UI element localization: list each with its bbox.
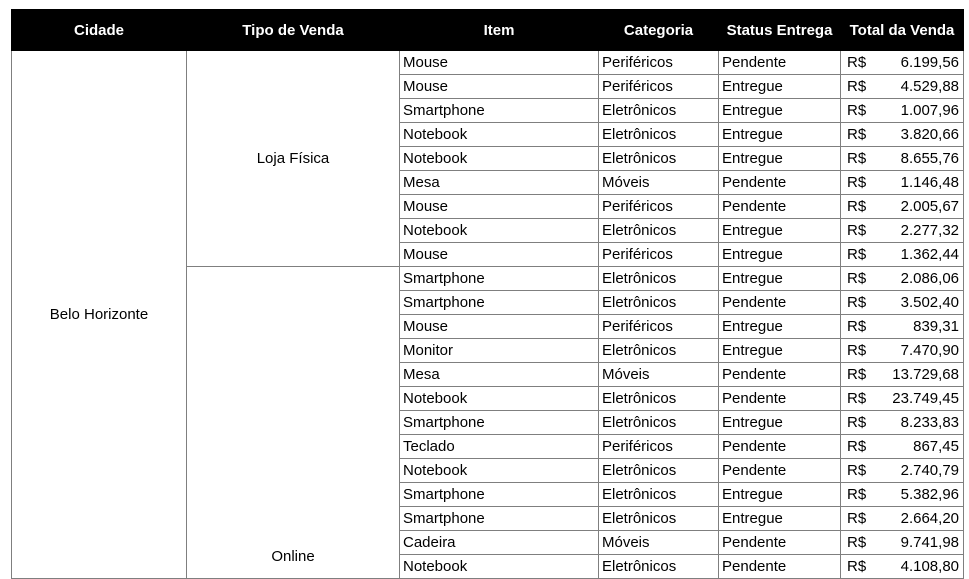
cell-total[interactable] xyxy=(841,267,964,291)
cell-total[interactable] xyxy=(841,51,964,75)
currency-symbol: R$ xyxy=(847,558,867,575)
cell-total[interactable] xyxy=(841,555,964,579)
cell-status[interactable]: Entregue xyxy=(719,507,841,531)
header-cidade[interactable]: Cidade xyxy=(12,10,187,51)
cell-categoria[interactable]: Periféricos xyxy=(599,435,719,459)
header-item[interactable]: Item xyxy=(400,10,599,51)
total-value: 2.664,20 xyxy=(900,510,959,527)
currency-symbol: R$ xyxy=(847,150,867,167)
currency-symbol: R$ xyxy=(847,510,867,527)
cell-categoria[interactable]: Periféricos xyxy=(599,51,719,75)
cell-item[interactable]: Mouse xyxy=(400,243,599,267)
cell-item[interactable]: Mouse xyxy=(400,195,599,219)
total-value: 8.233,83 xyxy=(900,414,959,431)
currency-symbol: R$ xyxy=(847,270,867,287)
total-value: 1.146,48 xyxy=(900,174,959,191)
total-value: 3.820,66 xyxy=(900,126,959,143)
total-value: 4.529,88 xyxy=(900,78,959,95)
total-value: 2.740,79 xyxy=(900,462,959,479)
cell-status[interactable]: Entregue xyxy=(719,411,841,435)
cell-categoria[interactable]: Periféricos xyxy=(599,243,719,267)
currency-symbol: R$ xyxy=(847,438,867,455)
cell-total[interactable] xyxy=(841,483,964,507)
cell-categoria[interactable]: Eletrônicos xyxy=(599,507,719,531)
cell-total[interactable] xyxy=(841,411,964,435)
total-value: 13.729,68 xyxy=(892,366,959,383)
table-row xyxy=(12,51,964,75)
cell-item[interactable]: Teclado xyxy=(400,435,599,459)
cell-categoria[interactable]: Eletrônicos xyxy=(599,147,719,171)
cell-item[interactable]: Notebook xyxy=(400,459,599,483)
cell-item[interactable]: Smartphone xyxy=(400,483,599,507)
cell-item[interactable]: Notebook xyxy=(400,123,599,147)
cell-categoria[interactable]: Periféricos xyxy=(599,315,719,339)
cell-item[interactable]: Mesa xyxy=(400,171,599,195)
cell-total[interactable] xyxy=(841,123,964,147)
cell-total[interactable] xyxy=(841,291,964,315)
cell-total[interactable] xyxy=(841,315,964,339)
cell-total[interactable] xyxy=(841,243,964,267)
total-value: 867,45 xyxy=(913,438,959,455)
currency-symbol: R$ xyxy=(847,486,867,503)
cell-status[interactable]: Pendente xyxy=(719,387,841,411)
cell-status[interactable]: Entregue xyxy=(719,243,841,267)
cell-status[interactable]: Entregue xyxy=(719,219,841,243)
currency-symbol: R$ xyxy=(847,126,867,143)
currency-symbol: R$ xyxy=(847,198,867,215)
cell-status[interactable]: Pendente xyxy=(719,459,841,483)
total-value: 7.470,90 xyxy=(900,342,959,359)
currency-symbol: R$ xyxy=(847,102,867,119)
cell-item[interactable]: Smartphone xyxy=(400,99,599,123)
cell-status[interactable]: Entregue xyxy=(719,147,841,171)
cell-categoria[interactable]: Eletrônicos xyxy=(599,459,719,483)
cell-total[interactable] xyxy=(841,171,964,195)
total-value: 8.655,76 xyxy=(900,150,959,167)
currency-symbol: R$ xyxy=(847,390,867,407)
cell-total[interactable] xyxy=(841,531,964,555)
currency-symbol: R$ xyxy=(847,246,867,263)
cell-categoria[interactable]: Eletrônicos xyxy=(599,123,719,147)
currency-symbol: R$ xyxy=(847,342,867,359)
header-row xyxy=(12,10,964,51)
cell-total[interactable] xyxy=(841,459,964,483)
cell-tipo-venda[interactable]: Loja Física xyxy=(187,51,400,267)
cell-item[interactable]: Smartphone xyxy=(400,267,599,291)
sales-table xyxy=(11,9,964,579)
cell-status[interactable]: Pendente xyxy=(719,171,841,195)
cell-total[interactable] xyxy=(841,99,964,123)
cell-item[interactable]: Smartphone xyxy=(400,507,599,531)
cell-status[interactable]: Entregue xyxy=(719,315,841,339)
currency-symbol: R$ xyxy=(847,174,867,191)
total-value: 4.108,80 xyxy=(900,558,959,575)
cell-item[interactable]: Notebook xyxy=(400,147,599,171)
cell-status[interactable]: Pendente xyxy=(719,195,841,219)
cell-categoria[interactable]: Móveis xyxy=(599,171,719,195)
cell-total[interactable] xyxy=(841,387,964,411)
total-value: 1.362,44 xyxy=(900,246,959,263)
currency-symbol: R$ xyxy=(847,534,867,551)
currency-symbol: R$ xyxy=(847,366,867,383)
cell-categoria[interactable]: Eletrônicos xyxy=(599,219,719,243)
table-body xyxy=(12,51,964,579)
cell-status[interactable]: Pendente xyxy=(719,291,841,315)
currency-symbol: R$ xyxy=(847,54,867,71)
header-tipo-venda[interactable]: Tipo de Venda xyxy=(187,10,400,51)
cell-status[interactable]: Pendente xyxy=(719,555,841,579)
currency-symbol: R$ xyxy=(847,222,867,239)
cell-item[interactable]: Smartphone xyxy=(400,411,599,435)
cell-item[interactable]: Smartphone xyxy=(400,291,599,315)
cell-status[interactable]: Pendente xyxy=(719,51,841,75)
header-status-entrega[interactable]: Status Entrega xyxy=(719,10,841,51)
total-value: 3.502,40 xyxy=(900,294,959,311)
cell-status[interactable]: Entregue xyxy=(719,339,841,363)
header-total-venda[interactable]: Total da Venda xyxy=(841,10,964,51)
currency-symbol: R$ xyxy=(847,78,867,95)
header-categoria[interactable]: Categoria xyxy=(599,10,719,51)
cell-categoria[interactable]: Eletrônicos xyxy=(599,387,719,411)
cell-status[interactable]: Pendente xyxy=(719,363,841,387)
total-value: 2.005,67 xyxy=(900,198,959,215)
cell-total[interactable] xyxy=(841,219,964,243)
cell-item[interactable]: Mouse xyxy=(400,315,599,339)
cell-cidade[interactable]: Belo Horizonte xyxy=(12,51,187,579)
cell-item[interactable]: Mouse xyxy=(400,75,599,99)
cell-categoria[interactable]: Eletrônicos xyxy=(599,411,719,435)
cell-status[interactable]: Pendente xyxy=(719,531,841,555)
cell-status[interactable]: Pendente xyxy=(719,435,841,459)
cell-total[interactable] xyxy=(841,507,964,531)
cell-status[interactable]: Entregue xyxy=(719,75,841,99)
cell-status[interactable]: Entregue xyxy=(719,99,841,123)
cell-categoria[interactable]: Móveis xyxy=(599,531,719,555)
cell-status[interactable]: Entregue xyxy=(719,267,841,291)
cell-total[interactable] xyxy=(841,75,964,99)
currency-symbol: R$ xyxy=(847,462,867,479)
cell-total[interactable] xyxy=(841,195,964,219)
cell-item[interactable]: Mouse xyxy=(400,51,599,75)
currency-symbol: R$ xyxy=(847,414,867,431)
cell-item[interactable]: Notebook xyxy=(400,219,599,243)
total-value: 839,31 xyxy=(913,318,959,335)
cell-categoria[interactable]: Eletrônicos xyxy=(599,339,719,363)
total-value: 2.277,32 xyxy=(900,222,959,239)
currency-symbol: R$ xyxy=(847,318,867,335)
cell-item[interactable]: Notebook xyxy=(400,555,599,579)
cell-total[interactable] xyxy=(841,363,964,387)
cell-total[interactable] xyxy=(841,435,964,459)
currency-symbol: R$ xyxy=(847,294,867,311)
total-value: 23.749,45 xyxy=(892,390,959,407)
cell-categoria[interactable]: Periféricos xyxy=(599,75,719,99)
cell-categoria[interactable]: Eletrônicos xyxy=(599,267,719,291)
cell-categoria[interactable]: Eletrônicos xyxy=(599,291,719,315)
cell-total[interactable] xyxy=(841,339,964,363)
cell-categoria[interactable]: Eletrônicos xyxy=(599,99,719,123)
cell-total[interactable] xyxy=(841,147,964,171)
cell-status[interactable]: Entregue xyxy=(719,123,841,147)
cell-categoria[interactable]: Móveis xyxy=(599,363,719,387)
total-value: 5.382,96 xyxy=(900,486,959,503)
total-value: 2.086,06 xyxy=(900,270,959,287)
cell-item[interactable]: Mesa xyxy=(400,363,599,387)
cell-item[interactable]: Monitor xyxy=(400,339,599,363)
cell-categoria[interactable]: Eletrônicos xyxy=(599,555,719,579)
cell-item[interactable]: Notebook xyxy=(400,387,599,411)
total-value: 6.199,56 xyxy=(900,54,959,71)
total-value: 1.007,96 xyxy=(900,102,959,119)
cell-categoria[interactable]: Periféricos xyxy=(599,195,719,219)
cell-tipo-venda[interactable]: Online xyxy=(187,267,400,579)
cell-categoria[interactable]: Eletrônicos xyxy=(599,483,719,507)
total-value: 9.741,98 xyxy=(900,534,959,551)
cell-status[interactable]: Entregue xyxy=(719,483,841,507)
cell-item[interactable]: Cadeira xyxy=(400,531,599,555)
